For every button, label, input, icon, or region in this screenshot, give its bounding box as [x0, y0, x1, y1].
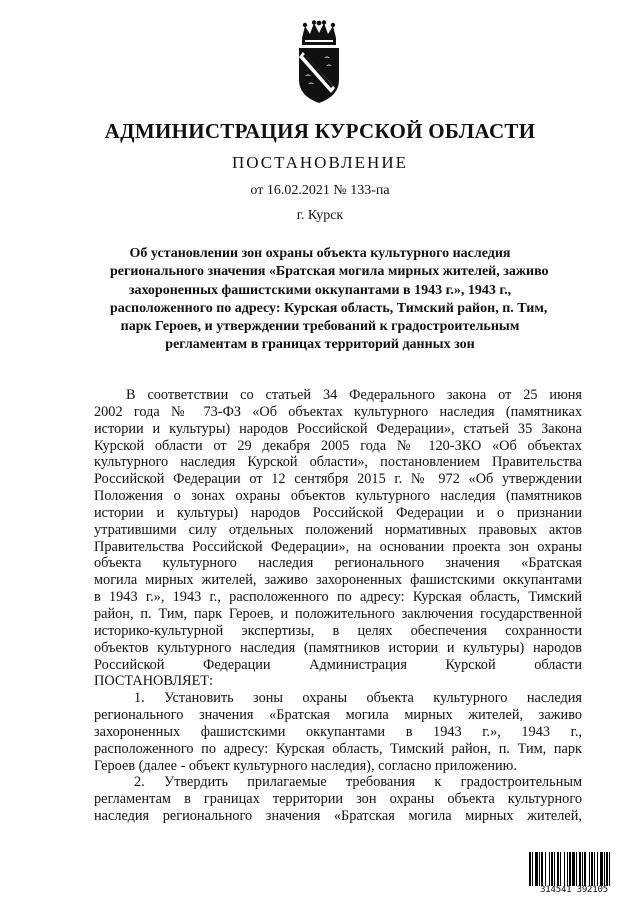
body-line: Правительства Российской Федерации», на основании проекта зон охраны — [94, 538, 582, 555]
body-line: истории и культуры) народов Российской Федерации», статьей 35 Закона — [94, 420, 582, 437]
body-line: Героев (далее - объект культурного наследия), согласно приложению. — [94, 757, 517, 774]
body-line: культурного наследия Курской области», постановлением Правительства — [94, 454, 582, 471]
body-line: ПОСТАНОВЛЯЕТ: — [94, 673, 214, 690]
document-date-number: от 16.02.2021 № 133-па — [250, 183, 390, 198]
body-line: Российской Федерации от 12 сентября 2015 г. № 972 «Об утверждении — [94, 471, 582, 488]
subject-line: регионального значения «Братская могила мирных жителей, заживо — [110, 264, 549, 280]
coat-of-arms-icon — [296, 20, 342, 104]
body-line: В соответствии со статьей 34 Федерального закона от 25 июня — [126, 387, 582, 403]
organization-title: АДМИНИСТРАЦИЯ КУРСКОЙ ОБЛАСТИ — [104, 119, 536, 143]
body-line: объекта культурного наследия регионального значения «Братская — [94, 555, 582, 572]
body-line: утратившими силу отдельных положений нормативных правовых актов — [94, 521, 582, 538]
barcode — [528, 852, 620, 895]
body-line: Российской Федерации Администрация Курской области — [94, 656, 582, 673]
body-line: истории и культуры) народов Российской Федерации и о признании — [94, 504, 582, 521]
barcode-icon — [528, 852, 620, 886]
subject-line: захороненных фашистскими оккупантами в 1943 г.», 1943 г., — [128, 282, 512, 298]
body-line: регионального значения «Братская могила мирных жителей, заживо — [94, 707, 582, 724]
body-line: в 1943 г.», 1943 г., расположенного по адресу: Курская область, Тимский — [94, 589, 582, 606]
body-line: расположенного по адресу: Курская область, Тимский район, п. Тим, парк — [94, 740, 582, 757]
document-subject — [110, 245, 549, 355]
body-line: район, п. Тим, парк Героев, и положительного заключения государственной — [94, 605, 582, 622]
body-line: 2. Утвердить прилагаемые требования к градостроительным — [134, 774, 582, 791]
body-line: Положения о зонах охраны объектов культурного наследия (памятников — [94, 488, 582, 505]
body-line: могила мирных жителей, заживо захороненных фашистскими оккупантами — [94, 572, 582, 589]
document-body — [94, 387, 582, 825]
body-line: историко-культурной экспертизы, в целях обеспечения сохранности — [94, 622, 582, 639]
subject-line: регламентам в границах территорий данных зон — [165, 337, 475, 353]
body-line: регламентам в границах территории зон охраны объекта культурного — [94, 791, 582, 808]
subject-line: парк Героев, и утверждении требований к градостроительным — [120, 319, 520, 335]
document-type: ПОСТАНОВЛЕНИЕ — [231, 153, 408, 172]
body-line: 2002 года № 73-ФЗ «Об объектах культурного наследия (памятниках — [94, 403, 582, 420]
document-city: г. Курск — [296, 208, 344, 223]
subject-line: Об установлении зон охраны объекта культурного наследия — [129, 246, 511, 261]
body-line: наследия регионального значения «Братская могила мирных жителей, — [94, 808, 582, 825]
body-line: 1. Установить зоны охраны объекта культурного наследия — [134, 690, 582, 707]
body-line: объектов культурного наследия (памятников истории и культуры) народов — [94, 639, 582, 656]
subject-line: расположенного по адресу: Курская область, Тимский район, п. Тим, — [110, 300, 548, 316]
barcode-number: 314541 392105 — [540, 885, 608, 895]
body-line: Курской области от 29 декабря 2005 года № 120-ЗКО «Об объектах — [94, 437, 582, 454]
body-line: захороненных фашистскими оккупантами в 1943 г.», 1943 г., — [94, 723, 582, 740]
